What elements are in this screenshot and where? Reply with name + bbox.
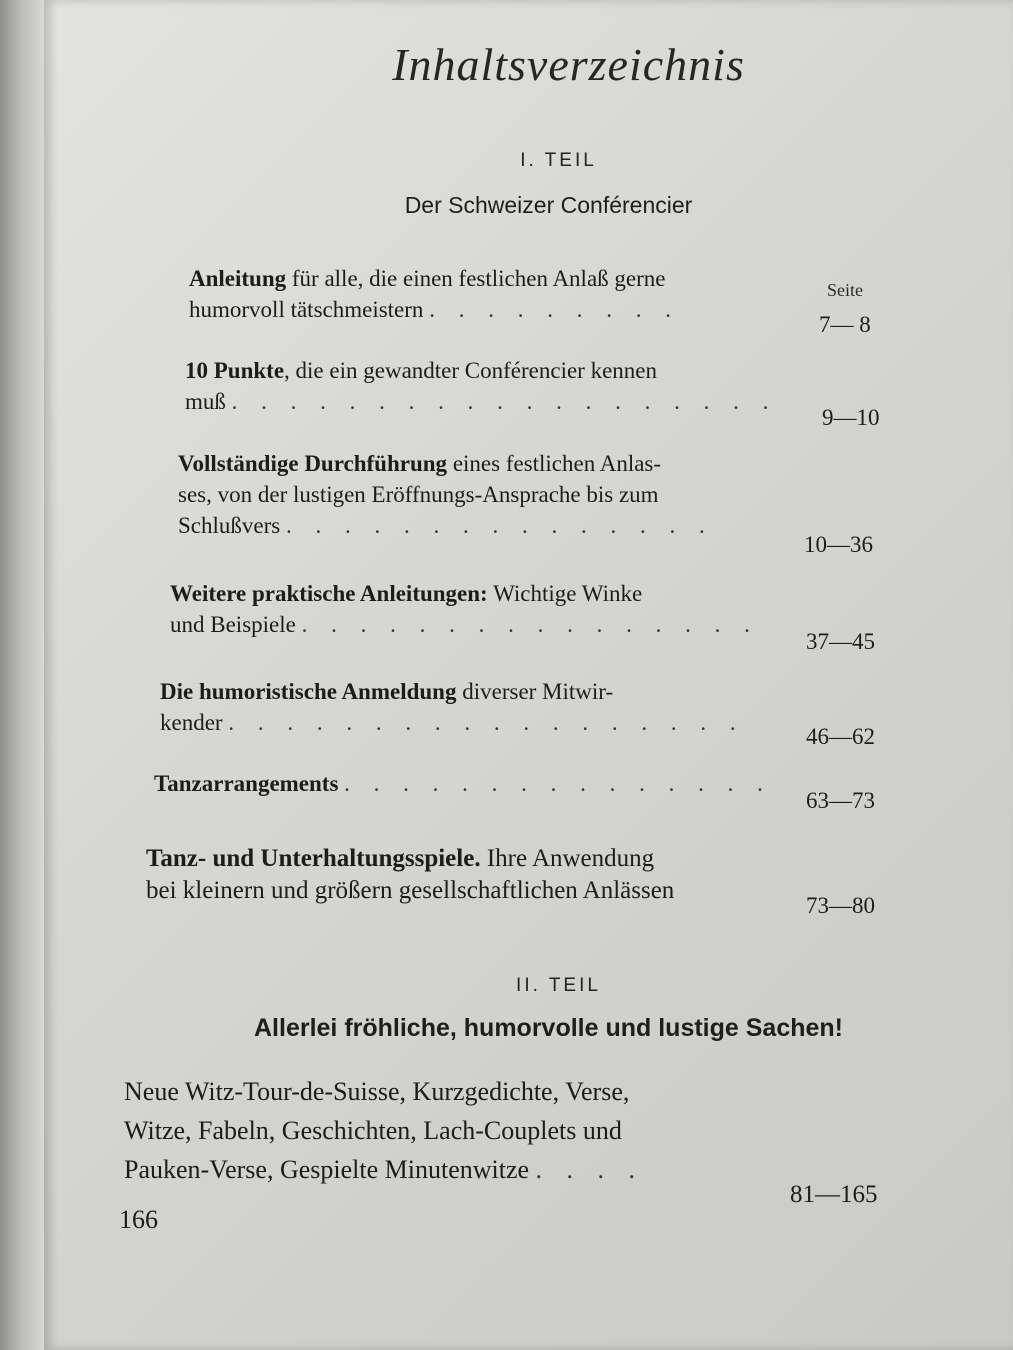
entry-text: humorvoll tätschmeistern bbox=[189, 297, 424, 322]
entry-pages: 81—165 bbox=[790, 1181, 878, 1208]
entry-bold: Weitere praktische Anleitungen: bbox=[170, 581, 488, 606]
entry-text: ses, von der lustigen Eröffnungs-Ansprache bis zum bbox=[178, 482, 659, 507]
page-number: 166 bbox=[119, 1205, 158, 1234]
toc-entry bbox=[170, 578, 770, 640]
leader-dots: . . . . . . . . . . . . . . . bbox=[285, 513, 714, 538]
toc-entry bbox=[189, 263, 789, 325]
entry-text: bei kleinern und größern gesellschaftlichen Anlässen bbox=[146, 877, 675, 904]
entry-pages: 10—36 bbox=[804, 532, 873, 557]
entry-text: Pauken-Verse, Gespielte Minutenwitze bbox=[124, 1155, 530, 1184]
leader-dots: . . . . . . . . . . . . . . . bbox=[344, 771, 772, 796]
part-2-entry bbox=[124, 1072, 824, 1189]
entry-text: muß bbox=[185, 389, 226, 414]
entry-pages: 63—73 bbox=[806, 788, 875, 813]
toc-entry bbox=[178, 448, 778, 541]
entry-text: diverser Mitwir- bbox=[456, 679, 614, 704]
entry-text: für alle, die einen festlichen Anlaß gerne bbox=[286, 266, 666, 291]
book-page bbox=[44, 0, 1013, 1350]
toc-entry bbox=[160, 676, 760, 738]
entry-bold: 10 Punkte bbox=[185, 358, 285, 383]
entry-text: Ihre Anwendung bbox=[480, 845, 655, 872]
part-2-subtitle: Allerlei fröhliche, humorvolle und lustige Sachen! bbox=[254, 1014, 843, 1042]
entry-pages: 37—45 bbox=[806, 629, 875, 654]
part-2-label: II. TEIL bbox=[516, 975, 601, 996]
page-title: Inhaltsverzeichnis bbox=[392, 39, 745, 90]
entry-bold: Tanzarrangements bbox=[154, 771, 339, 796]
leader-dots: . . . . . . . . . . . . . . . . . . bbox=[228, 710, 745, 735]
leader-dots: . . . . . . . . . bbox=[429, 297, 680, 322]
entry-pages: 7— 8 bbox=[819, 312, 871, 337]
part-1-subtitle: Der Schweizer Conférencier bbox=[404, 192, 693, 218]
entry-bold: Vollständige Durchführung bbox=[178, 451, 448, 476]
entry-text: Witze, Fabeln, Geschichten, Lach-Couplets und bbox=[124, 1116, 622, 1145]
entry-bold: Anleitung bbox=[189, 266, 287, 291]
entry-text: und Beispiele bbox=[170, 612, 296, 637]
entry-text: , die ein gewandter Conférencier kennen bbox=[284, 358, 657, 383]
entry-pages: 73—80 bbox=[806, 893, 875, 918]
entry-text: Schlußvers bbox=[178, 513, 281, 538]
entry-text: Neue Witz-Tour-de-Suisse, Kurzgedichte, Verse, bbox=[124, 1077, 630, 1106]
entry-bold: Tanz- und Unterhaltungsspiele. bbox=[146, 845, 481, 872]
entry-text: eines festlichen Anlas- bbox=[447, 451, 662, 476]
book-edge bbox=[0, 0, 44, 1350]
toc-entry bbox=[146, 843, 826, 907]
entry-text: kender bbox=[160, 710, 223, 735]
entry-bold: Die humoristische Anmeldung bbox=[160, 679, 457, 704]
leader-dots: . . . . . . . . . . . . . . . . bbox=[301, 612, 759, 637]
leader-dots: . . . . bbox=[535, 1155, 645, 1184]
entry-pages: 46—62 bbox=[806, 724, 875, 749]
entry-pages: 9—10 bbox=[822, 405, 880, 430]
leader-dots: . . . . . . . . . . . . . . . . . . . bbox=[231, 389, 778, 414]
toc-entry bbox=[154, 768, 772, 799]
part-1-label: I. TEIL bbox=[520, 150, 597, 171]
seite-label: Seite bbox=[827, 280, 863, 300]
toc-entry bbox=[185, 355, 785, 417]
entry-text: Wichtige Winke bbox=[487, 581, 643, 606]
